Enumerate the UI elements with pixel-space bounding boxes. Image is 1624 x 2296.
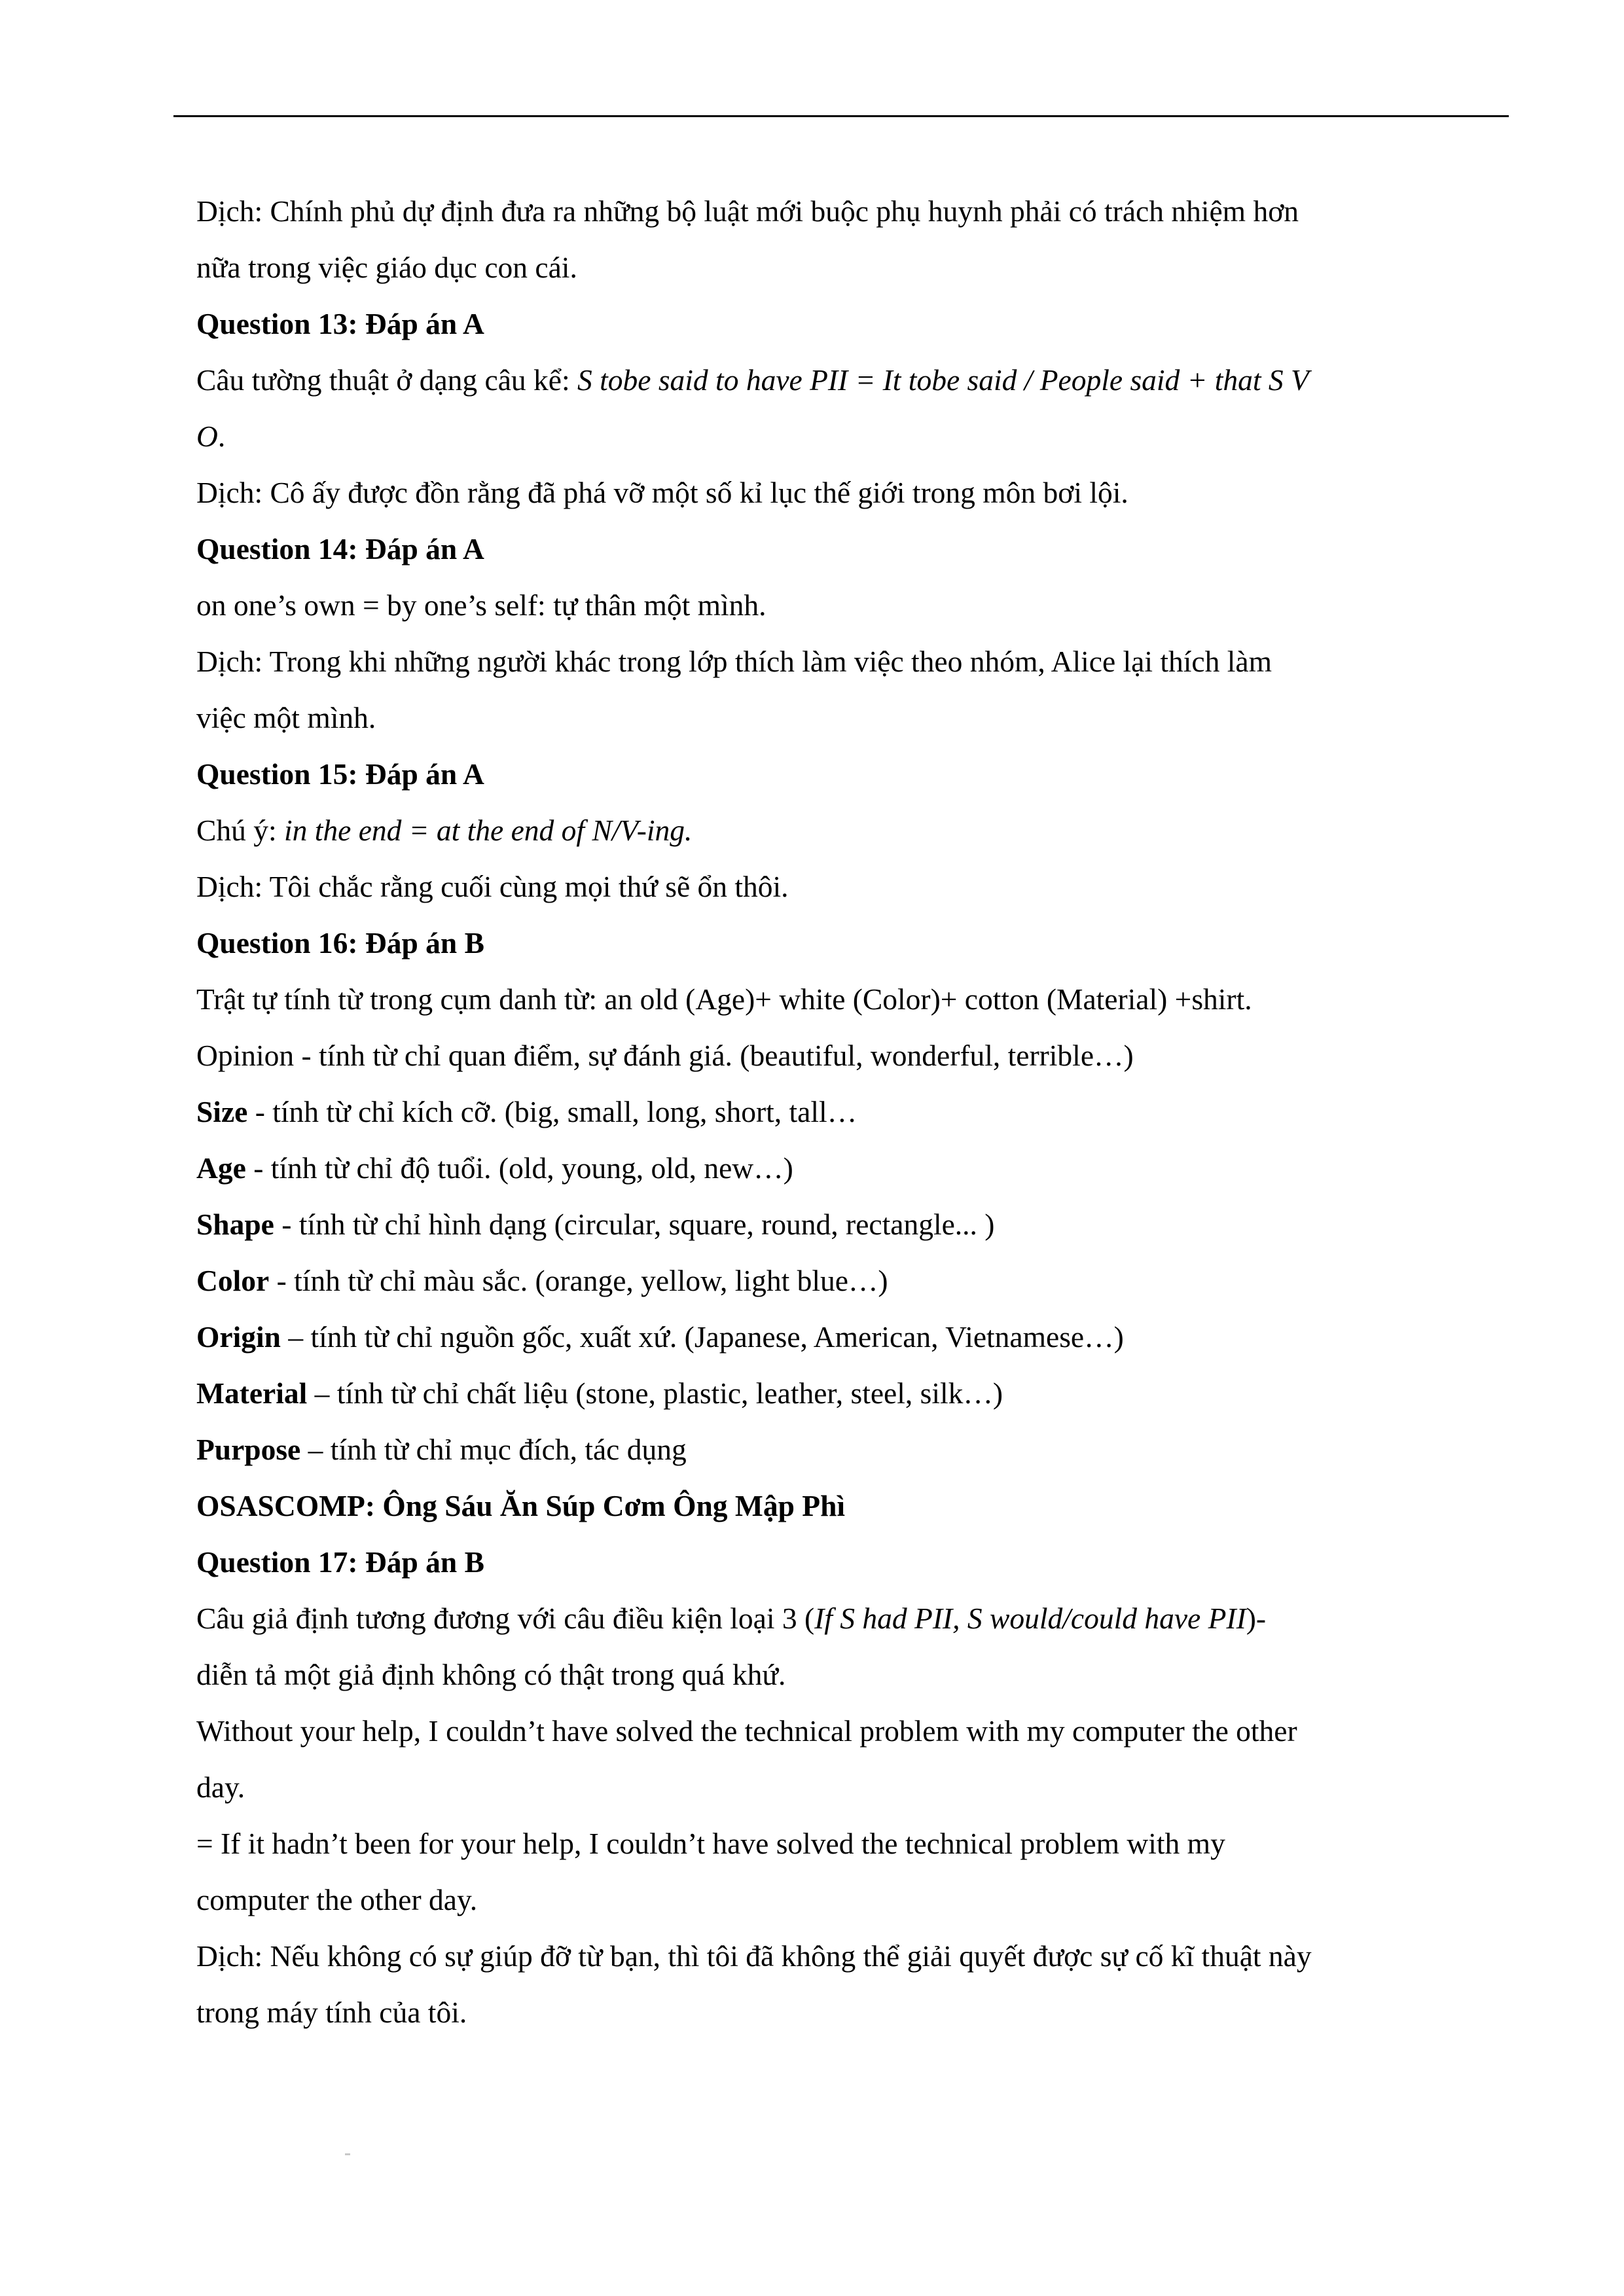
question-heading: Question 17: Đáp án B — [196, 1545, 484, 1579]
question-heading: Question 15: Đáp án A — [196, 757, 484, 791]
body-text: Câu tường thuật ở dạng câu kể: S tobe said to have PII = It tobe said / People said + that S V — [196, 363, 1309, 397]
body-text: Dịch: Tôi chắc rằng cuối cùng mọi thứ sẽ ổn thôi. — [196, 870, 789, 903]
adjective-order-item: Shape - tính từ chỉ hình dạng (circular, square, round, rectangle... ) — [196, 1208, 995, 1241]
scan-speck — [345, 2153, 350, 2155]
question-heading: Question 13: Đáp án A — [196, 307, 484, 340]
adjective-order-item: Age - tính từ chỉ độ tuổi. (old, young, old, new…) — [196, 1151, 793, 1185]
body-text: trong máy tính của tôi. — [196, 1996, 467, 2029]
body-text: Câu giả định tương đương với câu điều kiện loại 3 (If S had PII, S would/could have PII)- — [196, 1602, 1267, 1635]
adjective-order-item: Color - tính từ chỉ màu sắc. (orange, yellow, light blue…) — [196, 1264, 888, 1297]
body-text: computer the other day. — [196, 1883, 478, 1916]
body-text: Opinion - tính từ chỉ quan điểm, sự đánh giá. (beautiful, wonderful, terrible…) — [196, 1039, 1134, 1072]
body-text: Without your help, I couldn’t have solved the technical problem with my computer the other — [196, 1714, 1297, 1748]
body-text: Trật tự tính từ trong cụm danh từ: an old (Age)+ white (Color)+ cotton (Material) +shirt. — [196, 982, 1252, 1016]
question-heading: Question 16: Đáp án B — [196, 926, 484, 960]
body-text: Dịch: Trong khi những người khác trong lớp thích làm việc theo nhóm, Alice lại thích làm — [196, 645, 1272, 678]
adjective-order-item: Origin – tính từ chỉ nguồn gốc, xuất xứ. (Japanese, American, Vietnamese…) — [196, 1320, 1124, 1354]
body-text: O. — [196, 420, 226, 453]
body-text: day. — [196, 1770, 245, 1804]
mnemonic-heading: OSASCOMP: Ông Sáu Ăn Súp Cơm Ông Mập Phì — [196, 1489, 846, 1522]
body-text: nữa trong việc giáo dục con cái. — [196, 251, 577, 284]
body-text: on one’s own = by one’s self: tự thân một mình. — [196, 588, 767, 622]
header-rule — [173, 115, 1509, 117]
body-text: Dịch: Cô ấy được đồn rằng đã phá vỡ một số kỉ lục thế giới trong môn bơi lội. — [196, 476, 1128, 509]
body-text: việc một mình. — [196, 701, 376, 734]
document-body — [196, 183, 1479, 2041]
question-heading: Question 14: Đáp án A — [196, 532, 484, 565]
body-text: Dịch: Chính phủ dự định đưa ra những bộ luật mới buộc phụ huynh phải có trách nhiệm hơn — [196, 194, 1299, 228]
adjective-order-item: Size - tính từ chỉ kích cỡ. (big, small, long, short, tall… — [196, 1095, 857, 1128]
adjective-order-item: Material – tính từ chỉ chất liệu (stone, plastic, leather, steel, silk…) — [196, 1376, 1003, 1410]
body-text: Chú ý: in the end = at the end of N/V-ing. — [196, 814, 693, 847]
body-text: = If it hadn’t been for your help, I couldn’t have solved the technical problem with my — [196, 1827, 1225, 1860]
adjective-order-item: Purpose – tính từ chỉ mục đích, tác dụng — [196, 1433, 687, 1466]
body-text: diễn tả một giả định không có thật trong quá khứ. — [196, 1658, 786, 1691]
body-text: Dịch: Nếu không có sự giúp đỡ từ bạn, thì tôi đã không thể giải quyết được sự cố kĩ thuật này — [196, 1939, 1312, 1973]
